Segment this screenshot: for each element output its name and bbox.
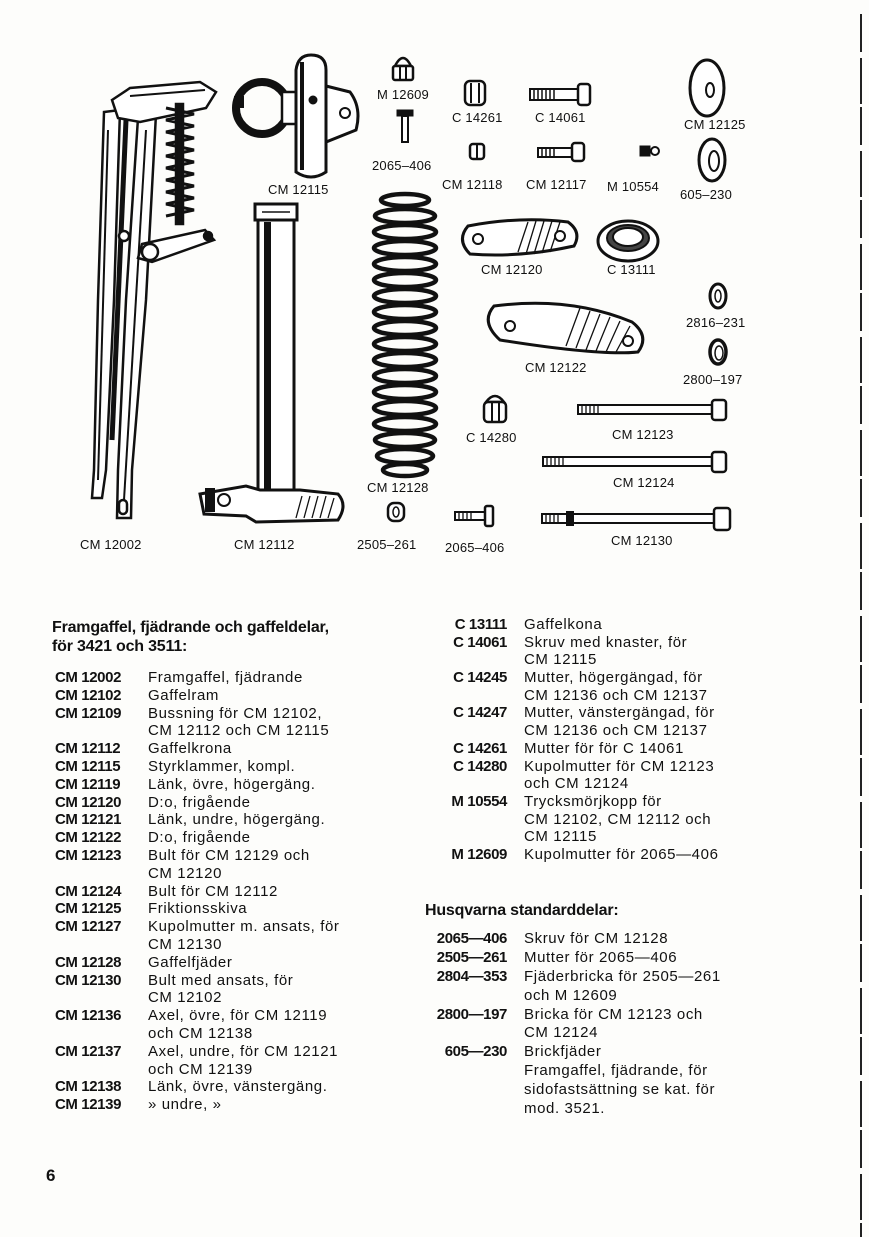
part-number: C 14245 [453, 669, 507, 687]
screw-2065-406-bottom-drawing [455, 506, 493, 526]
parts-row [420, 949, 860, 968]
parts-list-left [55, 669, 415, 1114]
part-number: CM 12102 [55, 686, 122, 704]
nut-c14261-drawing [465, 81, 485, 105]
part-number: CM 12121 [55, 811, 122, 829]
part-description: Bussning för CM 12102, [148, 704, 323, 722]
parts-row [420, 616, 860, 634]
parts-row-continuation [55, 1025, 415, 1043]
fork-cone-drawing [598, 221, 658, 261]
part-description: Länk, övre, högergäng. [148, 775, 316, 793]
part-description: Axel, undre, för CM 12121 [148, 1042, 339, 1060]
grease-nipple-drawing [640, 146, 659, 156]
part-description: Bult för CM 12129 och [148, 846, 310, 864]
label-2800-197: 2800–197 [683, 372, 743, 387]
label-cm12124: CM 12124 [613, 475, 675, 490]
part-number: C 14247 [453, 704, 507, 722]
label-2065-406-top: 2065–406 [372, 158, 432, 173]
parts-row-continuation [55, 936, 415, 954]
part-description: CM 12120 [148, 864, 223, 882]
parts-row [420, 669, 860, 687]
bolt-cm12117-drawing [538, 143, 584, 161]
part-description: CM 12124 [524, 1024, 599, 1042]
parts-row [55, 705, 415, 723]
label-cm12128: CM 12128 [367, 480, 429, 495]
part-description: CM 12130 [148, 935, 223, 953]
part-description: Gaffelram [148, 686, 219, 704]
parts-row [55, 954, 415, 972]
friction-washer-drawing [690, 60, 724, 116]
part-number: C 13111 [454, 616, 507, 633]
label-2065-406-bottom: 2065–406 [445, 540, 505, 555]
part-number: CM 12124 [55, 882, 122, 900]
parts-row-continuation [55, 1061, 415, 1079]
parts-row [420, 1043, 860, 1062]
parts-row [55, 847, 415, 865]
bolt-c14061-drawing [530, 84, 590, 105]
part-description: CM 12115 [524, 828, 597, 846]
parts-row-continuation [420, 687, 860, 705]
parts-row [420, 968, 860, 987]
label-cm12115: CM 12115 [268, 182, 329, 197]
parts-row [55, 1007, 415, 1025]
part-number: CM 12122 [55, 829, 122, 847]
part-number: CM 12002 [55, 669, 122, 686]
standard-parts-note [524, 1062, 860, 1119]
bolt-cm12124-drawing [543, 452, 726, 472]
parts-row [55, 883, 415, 901]
part-number: M 10554 [451, 792, 507, 810]
front-fork-drawing [92, 82, 216, 518]
part-description: Gaffelkona [524, 616, 603, 633]
washer-2800-197-drawing [710, 340, 726, 364]
part-number: C 14261 [453, 739, 507, 757]
parts-row [420, 846, 860, 864]
parts-row [55, 811, 415, 829]
washer-2816-231-drawing [710, 284, 726, 308]
part-description: Skruv med knaster, för [524, 633, 688, 651]
part-description: Fjäderbricka för 2505—261 [524, 967, 721, 985]
part-description: och M 12609 [524, 986, 618, 1004]
parts-row [55, 900, 415, 918]
part-number: CM 12115 [55, 757, 121, 775]
parts-row [420, 758, 860, 776]
parts-row [55, 1043, 415, 1061]
note-line: sidofastsättning se kat. för [524, 1081, 716, 1099]
label-c13111: C 13111 [607, 262, 656, 277]
part-number: CM 12119 [55, 775, 121, 793]
label-cm12112: CM 12112 [234, 537, 295, 552]
parts-row [55, 740, 415, 758]
part-description: och CM 12124 [524, 775, 629, 793]
label-cm12125: CM 12125 [684, 117, 746, 132]
part-description: Friktionsskiva [148, 900, 248, 918]
part-description: Styrklammer, kompl. [148, 757, 296, 775]
part-description: Bricka för CM 12123 och [524, 1005, 703, 1023]
label-cm12002: CM 12002 [80, 537, 142, 552]
parts-row-continuation [55, 865, 415, 883]
part-description: Mutter för 2065—406 [524, 948, 678, 966]
part-number: CM 12112 [55, 740, 121, 758]
bolt-cm12123-drawing [578, 400, 726, 420]
part-description: D:o, frigående [148, 793, 251, 811]
part-description: Länk, övre, vänstergäng. [148, 1078, 328, 1096]
link-cm12122-drawing [488, 303, 643, 353]
parts-row [55, 758, 415, 776]
part-number: CM 12130 [55, 971, 122, 989]
page-edge-line [860, 14, 862, 1237]
label-c14280: C 14280 [466, 430, 517, 445]
dome-nut-m12609-drawing [393, 58, 413, 80]
parts-list-heading-line: Framgaffel, fjädrande och gaffeldelar, [52, 619, 329, 636]
part-number: C 14061 [453, 633, 507, 651]
part-description: Framgaffel, fjädrande [148, 669, 303, 686]
part-number: CM 12137 [55, 1042, 122, 1060]
part-description: och CM 12138 [148, 1024, 253, 1042]
part-number: 2804—353 [436, 967, 507, 985]
parts-row-continuation [55, 722, 415, 740]
part-description: Axel, övre, för CM 12119 [148, 1007, 328, 1025]
part-number: CM 12127 [55, 918, 122, 936]
label-2505-261: 2505–261 [357, 537, 417, 552]
label-cm12117: CM 12117 [526, 177, 587, 192]
fork-crown-tube-drawing [200, 204, 343, 522]
parts-row-continuation [420, 987, 860, 1006]
part-description: CM 12115 [524, 651, 597, 669]
part-description: CM 12136 och CM 12137 [524, 686, 708, 704]
part-description: CM 12136 och CM 12137 [524, 722, 708, 740]
part-number: 2065—406 [436, 930, 507, 947]
note-line: mod. 3521. [524, 1100, 606, 1118]
bolt-cm12130-drawing [542, 508, 730, 530]
parts-row-continuation [420, 775, 860, 793]
label-m10554: M 10554 [607, 179, 659, 194]
note-line: Framgaffel, fjädrande, för [524, 1062, 708, 1080]
screw-2065-406-drawing [397, 110, 413, 142]
parts-row [55, 918, 415, 936]
label-cm12123: CM 12123 [612, 427, 674, 442]
part-description: Kupolmutter för CM 12123 [524, 757, 715, 775]
label-c14061: C 14061 [535, 110, 586, 125]
parts-row [420, 1006, 860, 1025]
part-description: Mutter, högergängad, för [524, 669, 703, 687]
part-number: CM 12136 [55, 1007, 122, 1025]
part-description: Länk, undre, högergäng. [148, 811, 326, 829]
parts-row-continuation [420, 828, 860, 846]
parts-row [55, 1078, 415, 1096]
parts-row [55, 972, 415, 990]
part-number: M 12609 [451, 845, 507, 863]
parts-list-heading [52, 618, 329, 656]
part-description: CM 12102, CM 12112 och [524, 810, 712, 828]
parts-row [420, 930, 860, 949]
part-number: 2505—261 [436, 948, 507, 966]
parts-list-heading-line: för 3421 och 3511: [52, 638, 188, 655]
label-m12609: M 12609 [377, 87, 429, 102]
parts-row-continuation [55, 989, 415, 1007]
washer-605-230-drawing [699, 139, 725, 181]
part-number: CM 12120 [55, 793, 122, 811]
parts-row-continuation [420, 722, 860, 740]
label-2816-231: 2816–231 [686, 315, 746, 330]
standard-parts-rows [420, 930, 860, 1062]
part-description: Mutter för för C 14061 [524, 739, 684, 757]
part-number: CM 12123 [55, 846, 122, 864]
label-cm12120: CM 12120 [481, 262, 543, 277]
part-number: 2800—197 [436, 1005, 507, 1023]
part-description: CM 12112 och CM 12115 [148, 722, 330, 740]
part-description: D:o, frigående [148, 829, 251, 847]
part-number: CM 12109 [55, 704, 122, 722]
parts-list-right [420, 616, 860, 864]
part-description: Gaffelkrona [148, 740, 232, 758]
label-cm12122: CM 12122 [525, 360, 587, 375]
parts-row-continuation [420, 1024, 860, 1043]
exploded-parts-diagram [0, 0, 869, 580]
parts-row [55, 687, 415, 705]
page-number: 6 [46, 1166, 56, 1185]
parts-row [55, 776, 415, 794]
parts-row-continuation [420, 811, 860, 829]
part-number: C 14280 [453, 757, 507, 775]
part-description: Skruv för CM 12128 [524, 930, 669, 947]
label-cm12118: CM 12118 [442, 177, 503, 192]
nut-cm12118-drawing [470, 144, 484, 159]
parts-row [55, 1096, 415, 1114]
label-605-230: 605–230 [680, 187, 733, 202]
steering-clamp-drawing [234, 55, 358, 177]
standard-parts-heading: Husqvarna standarddelar: [425, 902, 619, 919]
part-description: Kupolmutter för 2065—406 [524, 845, 719, 863]
part-description: Kupolmutter m. ansats, för [148, 918, 340, 936]
label-cm12130: CM 12130 [611, 533, 673, 548]
part-description: Brickfjäder [524, 1043, 602, 1061]
part-description: Bult för CM 12112 [148, 882, 278, 900]
part-number: CM 12125 [55, 900, 122, 918]
part-number: CM 12139 [55, 1096, 122, 1114]
parts-row [420, 634, 860, 652]
part-description: Trycksmörjkopp för [524, 792, 662, 810]
parts-row-continuation [420, 651, 860, 669]
part-number: CM 12128 [55, 953, 122, 971]
nut-2505-261-drawing [388, 503, 404, 521]
parts-row [55, 794, 415, 812]
part-description: » undre, » [148, 1096, 222, 1114]
parts-row [55, 829, 415, 847]
fork-spring-drawing [374, 194, 436, 476]
part-description: Gaffelfjäder [148, 953, 233, 971]
parts-row [55, 669, 415, 687]
label-c14261: C 14261 [452, 110, 503, 125]
parts-row [420, 740, 860, 758]
link-cm12120-drawing [462, 220, 576, 255]
part-description: Bult med ansats, för [148, 971, 294, 989]
dome-nut-c14280-drawing [484, 396, 506, 422]
part-description: CM 12102 [148, 989, 223, 1007]
part-number: 605—230 [444, 1043, 507, 1061]
parts-row [420, 704, 860, 722]
part-description: Mutter, vänstergängad, för [524, 704, 715, 722]
part-description: och CM 12139 [148, 1060, 253, 1078]
parts-row [420, 793, 860, 811]
part-number: CM 12138 [55, 1078, 122, 1096]
standard-parts-list [420, 930, 860, 1119]
